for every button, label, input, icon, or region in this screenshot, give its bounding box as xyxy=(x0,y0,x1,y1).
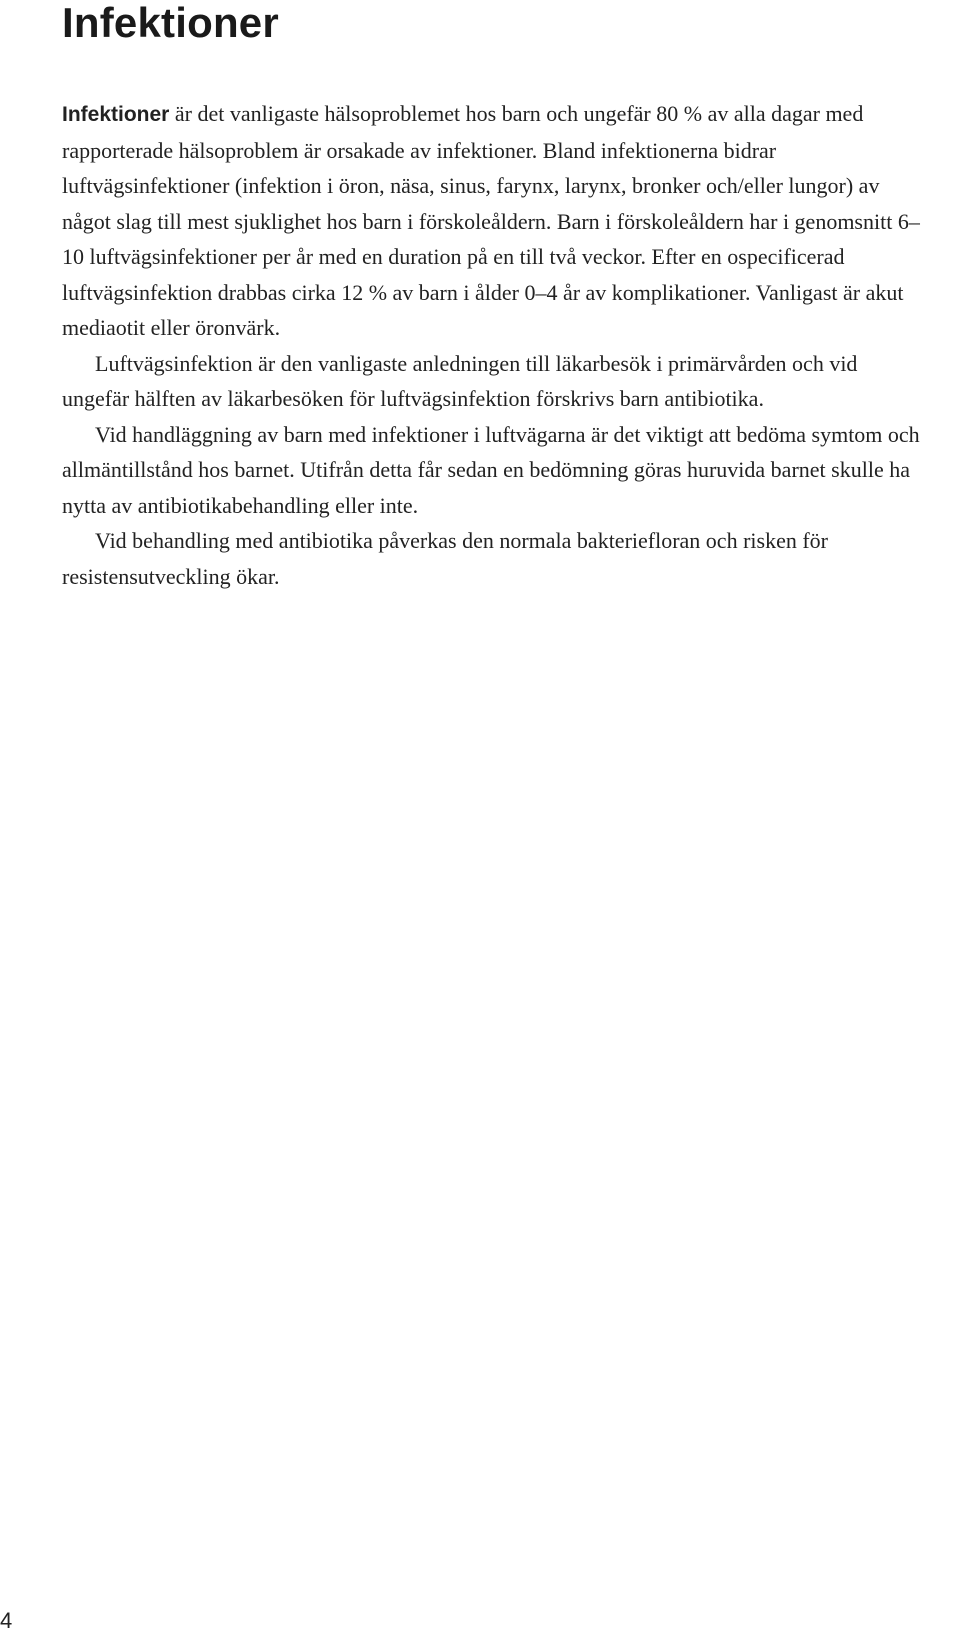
paragraph-4: Vid behandling med antibiotika påverkas den normala bakteriefloran och risken för resistensutveckling ökar. xyxy=(62,528,828,589)
paragraph-2: Luftvägsinfektion är den vanligaste anledningen till läkarbesök i primärvården och vid ungefär hälften av läkarbesöken för luftvägsinfektion förskrivs barn antibiotika. xyxy=(62,350,858,411)
paragraph-1 xyxy=(62,96,927,346)
lead-term: Infektioner xyxy=(62,103,170,126)
paragraph-3: Vid handläggning av barn med infektioner i luftvägarna är det viktigt att bedöma symtom och allmäntillstånd hos barnet. Utifrån detta får sedan en bedömning göras huruvida barnet skulle ha nytta av antibiotikabehandling eller inte. xyxy=(62,421,920,518)
paragraph-1-text: är det vanligaste hälsoproblemet hos barn och ungefär 80 % av alla dagar med rapporterade hälsoproblem är orsakade av infektioner. Bland infektionerna bidrar luftvägsinfektioner (infektion i öron, näsa, sinus, farynx, larynx, bronker och/eller lungor) av något slag till mest sjuklighet hos barn i förskoleåldern. Barn i förskoleåldern har i genomsnitt 6–10 luftvägsinfektioner per år med en duration på en till två veckor. Efter en ospecificerad luftvägsinfektion drabbas cirka 12 % av barn i ålder 0–4 år av komplikationer. Vanligast är akut mediaotit eller öronvärk. xyxy=(62,101,920,340)
page-title: Infektioner xyxy=(62,0,279,46)
page-number: 4 xyxy=(0,1608,13,1633)
body-text xyxy=(62,96,927,594)
